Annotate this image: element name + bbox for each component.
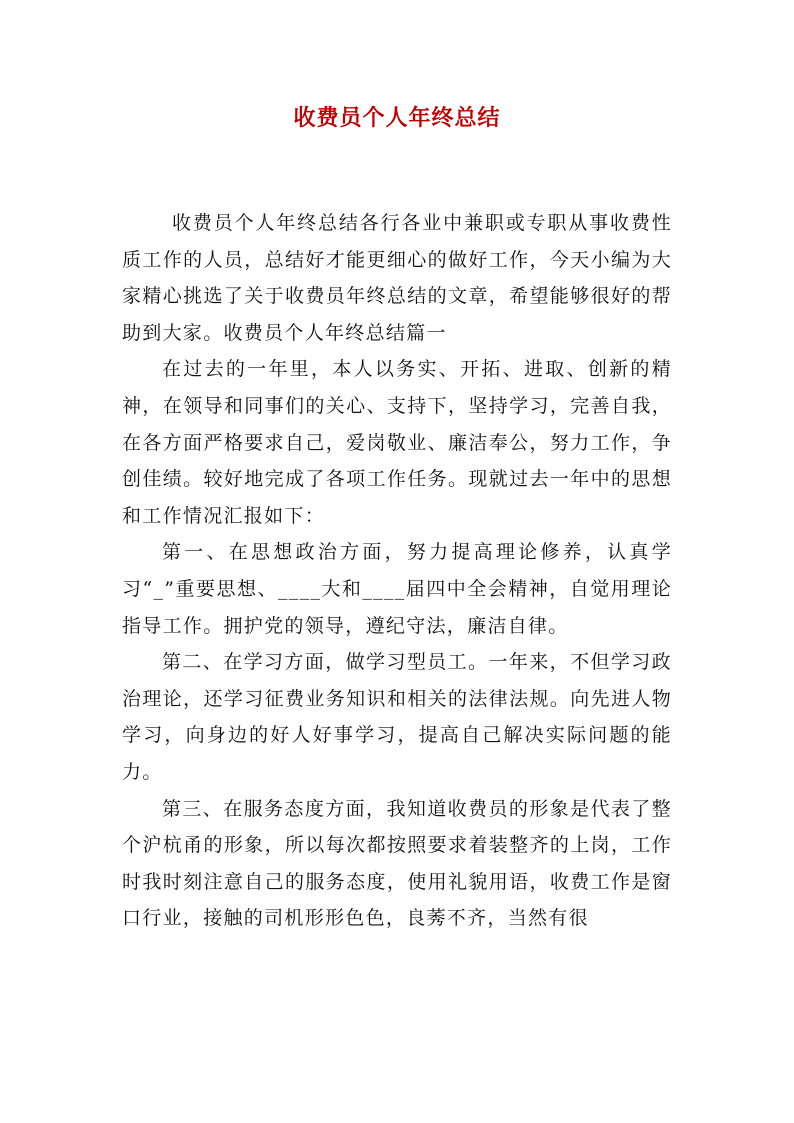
paragraph-overview: 在过去的一年里，本人以务实、开拓、进取、创新的精神，在领导和同事们的关心、支持下，坚持学习，完善自我，在各方面严格要求自己，爱岗敬业、廉洁奉公，努力工作，争创佳绩。较好地完成了各项工作任务。现就过去一年中的思想和工作情况汇报如下： [122, 358, 672, 527]
paragraph-service: 第三、在服务态度方面，我知道收费员的形象是代表了整个沪杭甬的形象，所以每次都按照要求着装整齐的上岗，工作时我时刻注意自己的服务态度，使用礼貌用语，收费工作是窗口行业，接触的司机形形色色，良莠不齐，当然有很 [122, 797, 672, 930]
paragraph-study: 第二、在学习方面，做学习型员工。一年来，不但学习政治理论，还学习征费业务知识和相关的法律法规。向先进人物学习，向身边的好人好事学习，提高自己解决实际问题的能力。 [122, 651, 672, 783]
paragraph-politics: 第一、在思想政治方面，努力提高理论修养，认真学习“_”重要思想、____大和____届四中全会精神，自觉用理论指导工作。拥护党的领导，遵纪守法，廉洁自律。 [122, 541, 672, 637]
paragraph-intro: 收费员个人年终总结各行各业中兼职或专职从事收费性质工作的人员，总结好才能更细心的做好工作，今天小编为大家精心挑选了关于收费员年终总结的文章，希望能够很好的帮助到大家。收费员个人年终总结篇一 [122, 212, 672, 344]
document-title: 收费员个人年终总结 [293, 105, 501, 131]
document-body [122, 205, 672, 937]
